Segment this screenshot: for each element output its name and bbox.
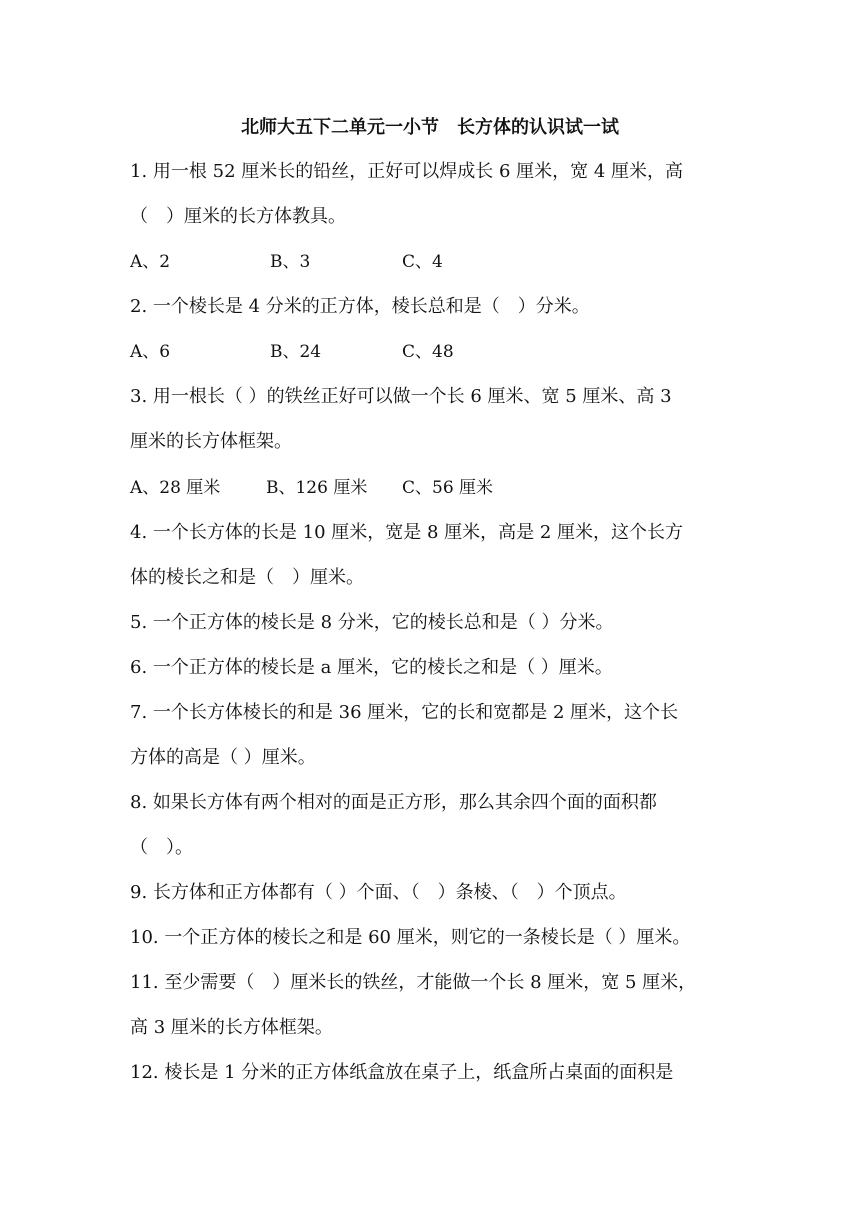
question-4-line-2: 体的棱长之和是（ ）厘米。 — [130, 567, 364, 588]
question-1-line-1: 1. 用一根 52 厘米长的铅丝，正好可以焊成长 6 厘米，宽 4 厘米，高 — [130, 161, 684, 182]
question-3-line-2: 厘米的长方体框架。 — [130, 431, 292, 452]
question-8-line-1: 8. 如果长方体有两个相对的面是正方形，那么其余四个面的面积都 — [130, 792, 657, 813]
question-2-option-a: A、6 — [130, 342, 171, 362]
question-6-line-1: 6. 一个正方体的棱长是 a 厘米，它的棱长之和是（ ）厘米。 — [130, 657, 613, 678]
question-5-line-1: 5. 一个正方体的棱长是 8 分米，它的棱长总和是（ ）分米。 — [130, 612, 614, 633]
question-9-line-1: 9. 长方体和正方体都有（ ）个面、（ ）条棱、（ ）个顶点。 — [130, 882, 627, 903]
question-7-line-2: 方体的高是（ ）厘米。 — [130, 747, 316, 768]
question-2-option-c: C、48 — [402, 342, 454, 362]
question-7-line-1: 7. 一个长方体棱长的和是 36 厘米，它的长和宽都是 2 厘米，这个长 — [130, 702, 679, 723]
question-8-line-2: （ ）。 — [130, 837, 193, 858]
question-11-line-2: 高 3 厘米的长方体框架。 — [130, 1017, 333, 1038]
question-3-option-c: C、56 厘米 — [402, 478, 494, 498]
question-2-option-b: B、24 — [270, 342, 322, 362]
question-1-option-b: B、3 — [270, 252, 311, 272]
question-3-option-b: B、126 厘米 — [266, 478, 368, 498]
question-3-option-a: A、28 厘米 — [130, 478, 221, 498]
question-11-line-1: 11. 至少需要（ ）厘米长的铁丝，才能做一个长 8 厘米，宽 5 厘米， — [130, 972, 697, 993]
question-12-line-1: 12. 棱长是 1 分米的正方体纸盒放在桌子上，纸盒所占桌面的面积是 — [130, 1062, 674, 1083]
question-3-line-1: 3. 用一根长（ ）的铁丝正好可以做一个长 6 厘米、宽 5 厘米、高 3 — [130, 386, 672, 407]
page-title: 北师大五下二单元一小节 长方体的认识试一试 — [241, 117, 619, 138]
question-2-line-1: 2. 一个棱长是 4 分米的正方体，棱长总和是（ ）分米。 — [130, 296, 590, 317]
question-1-option-c: C、4 — [402, 252, 443, 272]
question-1-option-a: A、2 — [130, 252, 171, 272]
question-1-line-2: （ ）厘米的长方体教具。 — [130, 206, 346, 227]
question-10-line-1: 10. 一个正方体的棱长之和是 60 厘米，则它的一条棱长是（ ）厘米。 — [130, 927, 691, 948]
question-4-line-1: 4. 一个长方体的长是 10 厘米，宽是 8 厘米，高是 2 厘米，这个长方 — [130, 522, 684, 543]
